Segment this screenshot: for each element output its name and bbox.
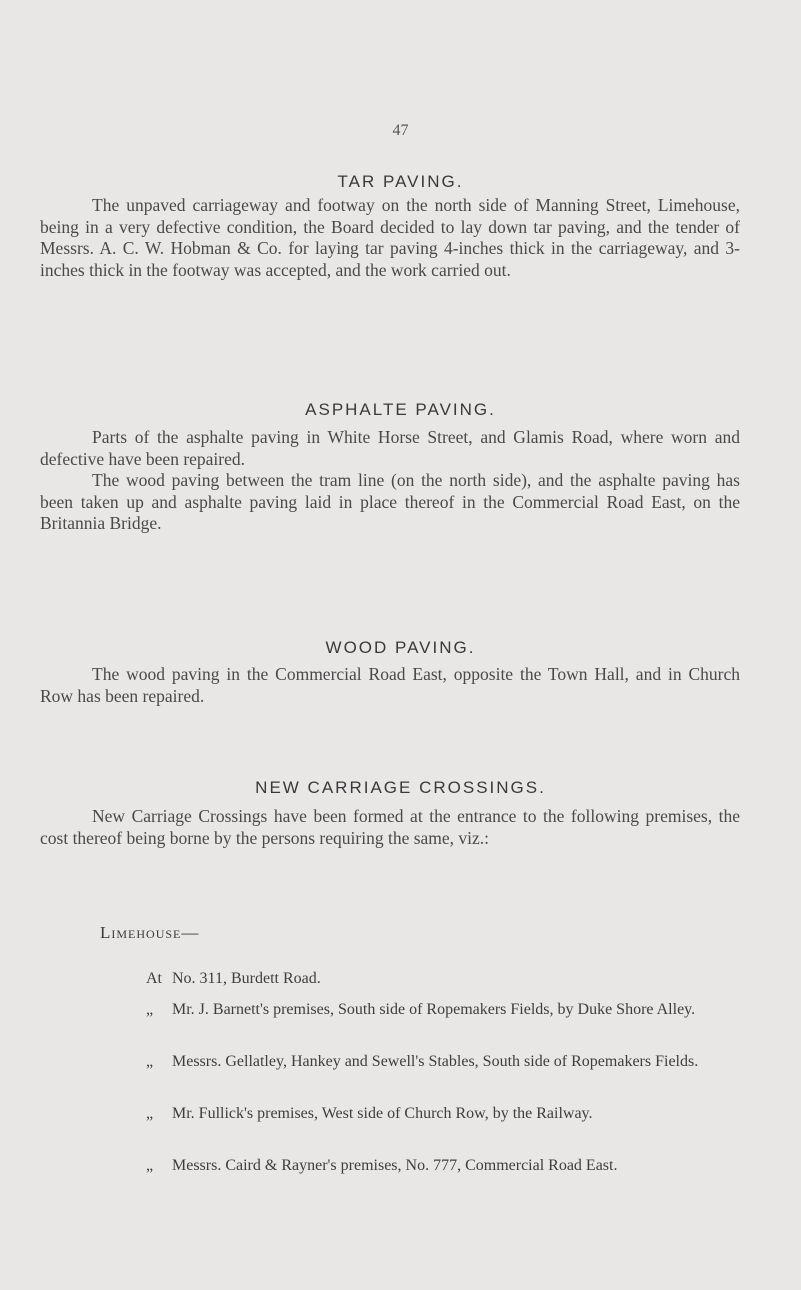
paragraph-text: The wood paving between the tram line (on the north side), and the asphalte paving has been taken up and asphalte paving laid in place thereof in the Commercial Road East, on the Britannia Bridge. <box>40 470 740 533</box>
paragraph-tar-paving <box>40 195 740 281</box>
heading-wood-paving: WOOD PAVING. <box>325 638 476 657</box>
list-item-text: Mr. Fullick's premises, West side of Church Row, by the Railway. <box>172 1105 593 1122</box>
list-item <box>146 1000 741 1020</box>
paragraph-text: Parts of the asphalte paving in White Horse Street, and Glamis Road, where worn and defective have been repaired. <box>40 427 740 469</box>
list-item <box>146 969 741 989</box>
list-item-mark: „ <box>146 1105 154 1122</box>
list-item-text: Messrs. Gellatley, Hankey and Sewell's Stables, South side of Ropemakers Fields. <box>172 1053 699 1070</box>
paragraph-asphalte-paving <box>40 427 740 535</box>
list-item <box>146 1156 741 1176</box>
list-item-text: No. 311, Burdett Road. <box>172 970 321 987</box>
list-item-text: Messrs. Caird & Rayner's premises, No. 777, Commercial Road East. <box>172 1157 618 1174</box>
paragraph-wood-paving <box>40 664 740 707</box>
page-number: 47 <box>392 122 409 139</box>
list-item-mark: „ <box>146 1001 154 1018</box>
heading-new-carriage-crossings: NEW CARRIAGE CROSSINGS. <box>255 778 546 797</box>
list-item-text: Mr. J. Barnett's premises, South side of Ropemakers Fields, by Duke Shore Alley. <box>172 1001 696 1018</box>
list-item-mark: „ <box>146 1053 154 1070</box>
list-item-mark: „ <box>146 1157 154 1174</box>
paragraph-text: The wood paving in the Commercial Road East, opposite the Town Hall, and in Church Row has been repaired. <box>40 664 740 706</box>
paragraph-text: The unpaved carriageway and footway on the north side of Manning Street, Limehouse, being in a very defective condition, the Board decided to lay down tar paving, and the tender of Messrs. A. C. W. Hobman & Co. for laying tar paving 4-inches thick in the carriageway, and 3-inches thick in the footway was accepted, and the work carried out. <box>40 195 740 280</box>
list-item <box>146 1104 741 1124</box>
list-item <box>146 1052 741 1072</box>
heading-asphalte-paving: ASPHALTE PAVING. <box>305 400 496 419</box>
heading-tar-paving: TAR PAVING. <box>337 172 464 191</box>
list-item-mark: At <box>146 970 162 987</box>
district-heading: Limehouse— <box>100 923 200 942</box>
paragraph-new-carriage-crossings <box>40 806 740 849</box>
paragraph-text: New Carriage Crossings have been formed at the entrance to the following premises, the cost thereof being borne by the persons requiring the same, viz.: <box>40 806 740 848</box>
